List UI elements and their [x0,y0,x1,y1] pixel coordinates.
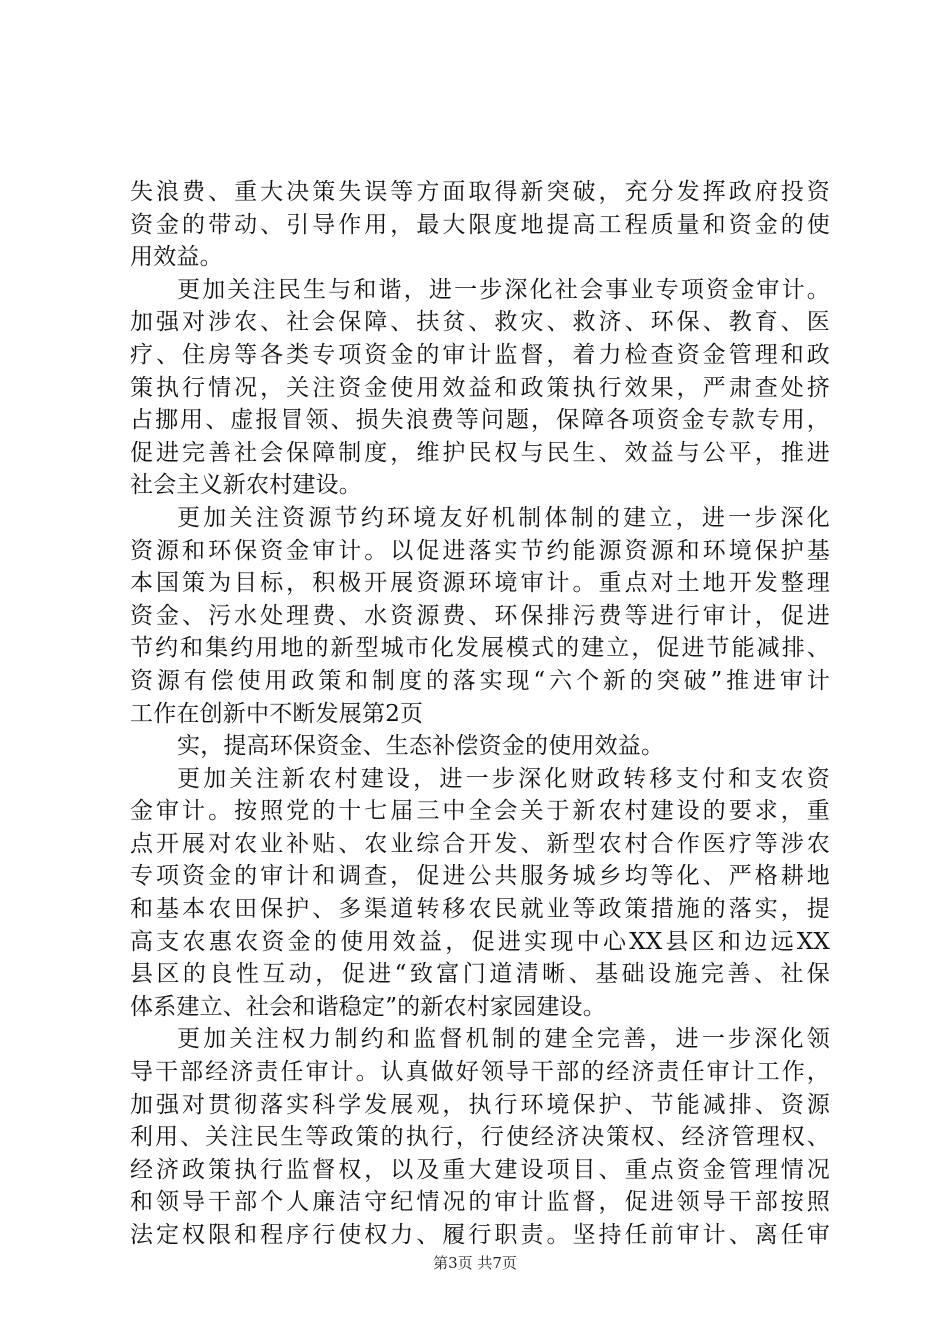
text-line: 资源有偿使用政策和制度的落实现“六个新的突破”推进审计 [130,667,830,694]
text-line: 用效益。 [130,244,223,271]
text-line: 金审计。按照党的十七届三中全会关于新农村建设的要求，重 [130,798,830,825]
text-line: 策执行情况，关注资金使用效益和政策执行效果，严肃查处挤 [130,374,830,401]
text-line: 资金、污水处理费、水资源费、环保排污费等进行审计，促进 [130,602,830,629]
text-line: 和基本农田保护、多渠道转移农民就业等政策措施的落实，提 [130,896,830,923]
text-line: 节约和集约用地的新型城市化发展模式的建立，促进节能减排、 [130,635,830,662]
text-line: 促进完善社会保障制度，维护民权与民生、效益与公平，推进 [130,439,830,466]
text-line: 加强对涉农、社会保障、扶贫、救灾、救济、环保、教育、医 [130,309,830,336]
text-line: 高支农惠农资金的使用效益，促进实现中心XX县区和边远XX [130,928,830,955]
text-line: 社会主义新农村建设。 [130,472,362,499]
text-line: 加强对贯彻落实科学发展观，执行环境保护、节能减排、资源 [130,1091,830,1118]
text-line: 体系建立、社会和谐稳定”的新农村家园建设。 [130,993,606,1020]
text-line: 占挪用、虚报冒领、损失浪费等问题，保障各项资金专款专用， [130,407,830,434]
text-line: 和领导干部个人廉洁守纪情况的审计监督，促进领导干部按照 [130,1189,830,1216]
page-number-label: 第3页 共7页 [433,1254,517,1272]
text-line: 利用、关注民生等政策的执行，行使经济决策权、经济管理权、 [130,1124,830,1151]
page-footer [0,1253,950,1273]
text-line: 更加关注民生与和谐，进一步深化社会事业专项资金审计。 [177,276,830,303]
text-line: 资金的带动、引导作用，最大限度地提高工程质量和资金的使 [130,211,830,238]
text-line: 工作在创新中不断发展第2页 [130,700,424,727]
body-text [130,176,830,1252]
text-line: 县区的良性互动，促进“致富门道清晰、基础设施完善、社保 [130,961,830,988]
text-line: 更加关注权力制约和监督机制的建全完善，进一步深化领 [177,1026,830,1053]
text-line: 本国策为目标，积极开展资源环境审计。重点对土地开发整理 [130,570,830,597]
text-line: 失浪费、重大决策失误等方面取得新突破，充分发挥政府投资 [130,179,830,205]
text-line: 资源和环保资金审计。以促进落实节约能源资源和环境保护基 [130,537,830,564]
text-line: 更加关注新农村建设，进一步深化财政转移支付和支农资 [177,765,830,792]
text-line: 疗、住房等各类专项资金的审计监督，着力检查资金管理和政 [130,341,830,368]
text-line: 导干部经济责任审计。认真做好领导干部的经济责任审计工作， [130,1059,830,1086]
text-line: 专项资金的审计和调查，促进公共服务城乡均等化、严格耕地 [130,863,830,890]
text-line: 实，提高环保资金、生态补偿资金的使用效益。 [177,733,665,760]
text-line: 更加关注资源节约环境友好机制体制的建立，进一步深化 [177,504,830,531]
text-line: 法定权限和程序行使权力、履行职责。坚持任前审计、离任审 [130,1222,830,1248]
text-line: 点开展对农业补贴、农业综合开发、新型农村合作医疗等涉农 [130,830,830,857]
text-line: 经济政策执行监督权，以及重大建设项目、重点资金管理情况 [130,1156,830,1183]
